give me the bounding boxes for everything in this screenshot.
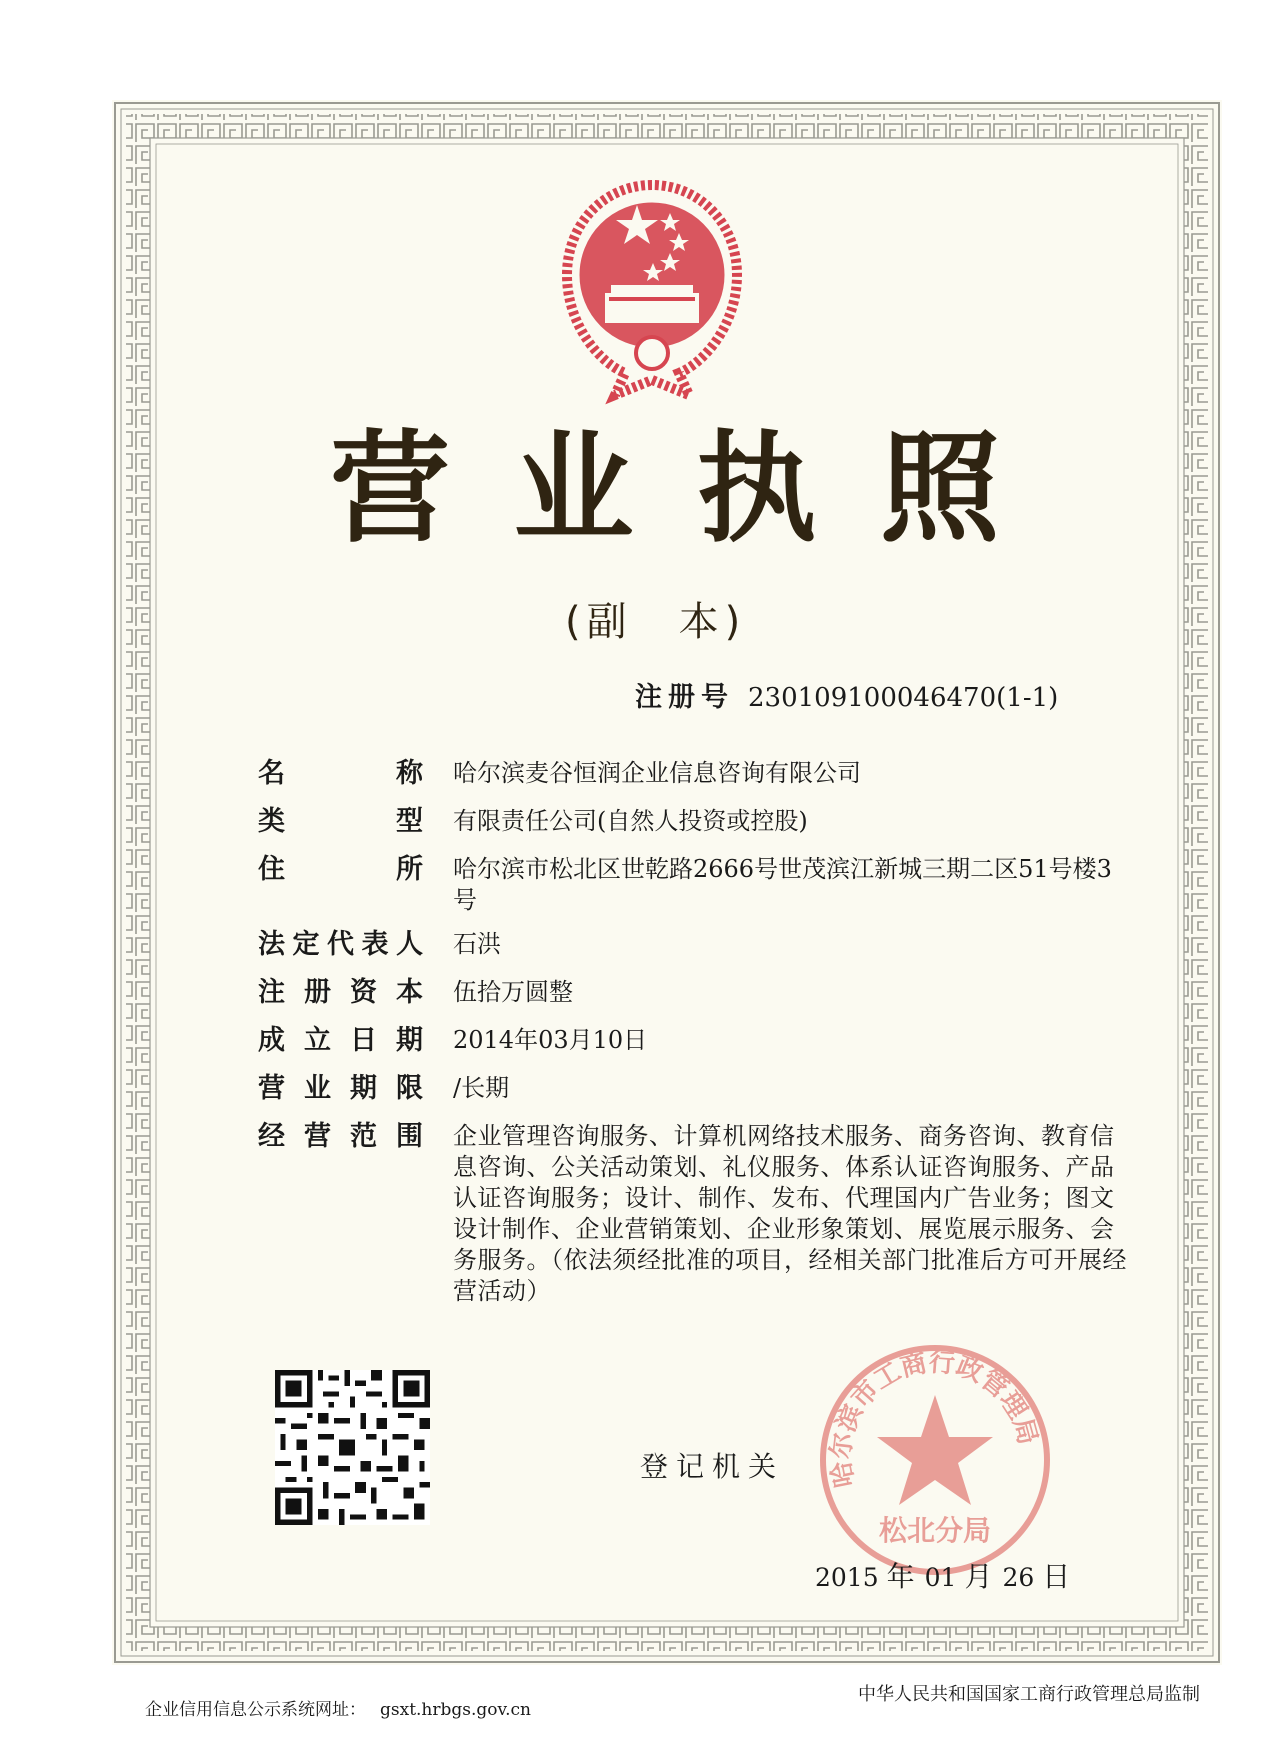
field-legal-representative — [258, 926, 1158, 964]
license-title — [330, 420, 1000, 559]
field-value: 有限责任公司(自然人投资或控股) — [453, 807, 808, 835]
label-char: 围 — [396, 1121, 423, 1152]
label-char: 注 — [258, 977, 285, 1008]
label-char: 人 — [396, 929, 423, 960]
label-char: 范 — [350, 1121, 377, 1152]
qr-code[interactable] — [275, 1370, 430, 1525]
label-char: 成 — [258, 1025, 285, 1056]
field-value: 石洪 — [453, 930, 501, 958]
registration-value: 230109100046470(1-1) — [748, 683, 1059, 713]
field-name — [258, 755, 1158, 793]
label-char: 型 — [396, 806, 423, 837]
field-address — [258, 851, 1158, 916]
label-char: 法 — [258, 929, 285, 960]
footer-url-label: 企业信用信息公示系统网址： — [145, 1700, 366, 1720]
field-label — [258, 1118, 423, 1307]
label-char: 类 — [258, 806, 285, 837]
title-char: 照 — [879, 420, 1000, 559]
field-label — [258, 974, 423, 1012]
label-char: 期 — [350, 1073, 377, 1104]
field-value: 伍拾万圆整 — [453, 978, 573, 1006]
label-char: 营 — [258, 1073, 285, 1104]
label-char: 立 — [304, 1025, 331, 1056]
footer-right: 中华人民共和国国家工商行政管理总局监制 — [858, 1684, 1200, 1705]
label-char: 称 — [396, 758, 423, 789]
issue-year: 2015 — [815, 1563, 879, 1592]
label-char: 表 — [361, 929, 389, 960]
field-type — [258, 803, 1158, 841]
field-established-date — [258, 1022, 1158, 1060]
day-unit: 日 — [1042, 1560, 1071, 1593]
field-label — [258, 803, 423, 841]
seal-top-text: 哈尔滨市工商行政管理局 — [826, 1347, 1043, 1490]
year-unit: 年 — [886, 1560, 915, 1593]
month-unit: 月 — [964, 1560, 993, 1593]
label-char: 日 — [350, 1025, 377, 1056]
field-registered-capital — [258, 974, 1158, 1012]
license-subtitle: (副 本) — [565, 599, 747, 645]
footer-left — [145, 1695, 531, 1720]
registration-number — [635, 675, 1058, 714]
national-emblem-icon — [545, 175, 760, 405]
footer-url[interactable]: gsxt.hrbgs.gov.cn — [380, 1700, 531, 1720]
label-char: 住 — [258, 854, 285, 885]
label-char: 所 — [396, 854, 423, 885]
field-value: 哈尔滨麦谷恒润企业信息咨询有限公司 — [453, 759, 861, 787]
label-char: 代 — [327, 929, 354, 960]
label-char: 限 — [396, 1073, 423, 1104]
label-char: 名 — [258, 758, 285, 789]
title-char: 业 — [513, 420, 634, 559]
issue-month: 01 — [924, 1563, 957, 1592]
issue-day: 26 — [1002, 1563, 1035, 1592]
issue-date — [815, 1555, 1080, 1595]
field-label — [258, 851, 423, 916]
official-seal-stamp — [810, 1335, 1060, 1585]
title-char: 执 — [696, 420, 817, 559]
field-value: /长期 — [453, 1074, 510, 1102]
field-value: 企业管理咨询服务、计算机网络技术服务、商务咨询、教育信息咨询、公关活动策划、礼仪服务、体系认证咨询服务、产品认证咨询服务；设计、制作、发布、代理国内广告业务；图文设计制作、企业营销策划、企业形象策划、展览展示服务、会务服务。（依法须经批准的项目，经相关部门批准后方可开展经营活动） — [453, 1122, 1127, 1305]
title-char: 营 — [330, 420, 450, 559]
label-char: 经 — [258, 1121, 285, 1152]
label-char: 营 — [304, 1121, 331, 1152]
field-label — [258, 1022, 423, 1060]
registration-label: 注册号 — [635, 682, 734, 713]
label-char: 本 — [396, 977, 423, 1008]
field-value: 2014年03月10日 — [453, 1026, 648, 1054]
label-char: 册 — [304, 977, 331, 1008]
field-label — [258, 926, 423, 964]
field-value: 哈尔滨市松北区世乾路2666号世茂滨江新城三期二区51号楼3号 — [453, 855, 1112, 914]
license-fields — [258, 755, 1158, 1317]
label-char: 资 — [350, 977, 377, 1008]
field-business-term — [258, 1070, 1158, 1108]
label-char: 定 — [292, 929, 320, 960]
label-char: 期 — [396, 1025, 423, 1056]
field-label — [258, 1070, 423, 1108]
seal-bottom-text: 松北分局 — [878, 1514, 992, 1547]
label-char: 业 — [304, 1073, 331, 1104]
field-label — [258, 755, 423, 793]
registration-authority-label: 登记机关 — [640, 1450, 785, 1483]
field-business-scope — [258, 1118, 1158, 1307]
